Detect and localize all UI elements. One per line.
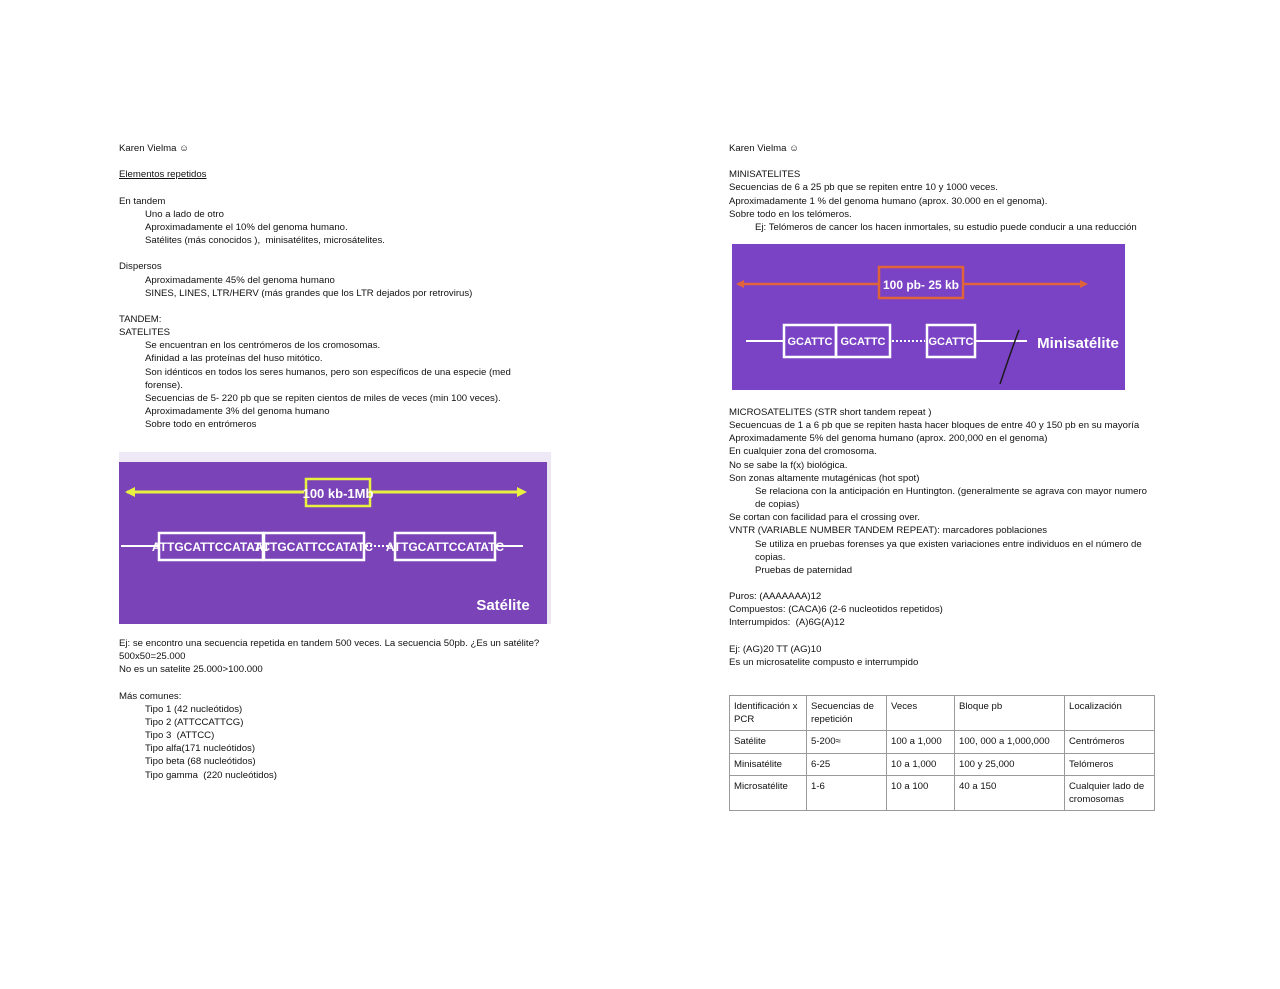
table-row: [730, 753, 1155, 775]
table-cell: 1-6: [807, 775, 887, 810]
dispersos-label: Dispersos: [119, 261, 162, 273]
micro-line: No se sabe la f(x) biológica.: [729, 459, 848, 471]
crossing-line: Se cortan con facilidad para el crossing over.: [729, 512, 920, 524]
example-line: No es un satelite 25.000>100.000: [119, 664, 263, 676]
author-name: Karen Vielma ☺: [119, 143, 189, 154]
type-line: Puros: (AAAAAAA)12: [729, 591, 822, 603]
sat-repeat-unit: ATTGCATTCCATATC: [254, 540, 374, 554]
comunes-item: Tipo 2 (ATTCCATTCG): [145, 716, 244, 728]
table-header-cell: Identificación x PCR: [730, 696, 807, 731]
table-cell: Minisatélite: [730, 753, 807, 775]
tandem-label: En tandem: [119, 195, 166, 207]
comunes-label: Más comunes:: [119, 690, 182, 702]
satellite-diagram: [119, 452, 551, 624]
sat-repeat-unit: ATTGCATTCCATATC: [385, 540, 505, 554]
mini-size-label: 100 pb- 25 kb: [882, 278, 960, 292]
vntr-item: copias.: [755, 551, 786, 563]
table-header-cell: Bloque pb: [955, 696, 1065, 731]
satelites-item: Aproximadamente 3% del genoma humano: [145, 406, 330, 418]
satelites-item: Afinidad a las proteínas del huso mitótico.: [145, 353, 323, 365]
table-cell: Microsatélite: [730, 775, 807, 810]
mini-repeat-unit: GCATTC: [787, 336, 833, 348]
table-header-row: [730, 696, 1155, 731]
mini-line: MINISATELITES: [729, 169, 801, 181]
table-row: [730, 775, 1155, 810]
minisatellite-diagram: [732, 244, 1125, 390]
mini-example: Ej: Telómeros de cancer los hacen inmortales, su estudio puede conducir a una reducción: [755, 221, 1137, 233]
table-cell: Centrómeros: [1065, 731, 1155, 753]
mini-repeat-unit: GCATTC: [928, 336, 974, 348]
table-cell: 10 a 100: [887, 775, 955, 810]
type-line: Interrumpidos: (A)6G(A)12: [729, 617, 845, 629]
tandem-caps: TANDEM:: [119, 313, 162, 325]
micro-line: Secuencuas de 1 a 6 pb que se repiten hasta hacer bloques de entre 40 y 150 pb en su mayoría: [729, 420, 1140, 432]
comunes-item: Tipo alfa(171 nucleótidos): [145, 743, 256, 755]
comunes-item: Tipo beta (68 nucleótidos): [145, 756, 256, 768]
table-cell: 100 y 25,000: [955, 753, 1065, 775]
example-line: Es un microsatelite compusto e interrumpido: [729, 656, 919, 668]
huntington-line: Se relaciona con la anticipación en Huntington. (generalmente se agrava con mayor numero: [755, 485, 1147, 497]
table-cell: Telómeros: [1065, 753, 1155, 775]
example-line: Ej: se encontro una secuencia repetida en tandem 500 veces. La secuencia 50pb. ¿Es un satélite?: [119, 638, 540, 649]
mini-line: Sobre todo en los telómeros.: [729, 208, 852, 220]
tandem-item: Uno a lado de otro: [145, 208, 224, 220]
satelites-item: Se encuentran en los centrómeros de los cromosomas.: [145, 340, 381, 352]
dispersos-item: SINES, LINES, LTR/HERV (más grandes que los LTR dejados por retrovirus): [145, 287, 473, 299]
sat-caption: Satélite: [476, 597, 530, 614]
minisatellite-diagram-photo: [732, 244, 1125, 390]
table-cell: Cualquier lado de cromosomas: [1065, 775, 1155, 810]
satelites-label: SATELITES: [119, 327, 171, 339]
micro-line: MICROSATELITES (STR short tandem repeat ): [729, 407, 932, 418]
table-header-cell: Veces: [887, 696, 955, 731]
comunes-item: Tipo 3 (ATTCC): [145, 730, 215, 742]
vntr-line: VNTR (VARIABLE NUMBER TANDEM REPEAT): marcadores poblaciones: [729, 525, 1048, 537]
mini-line: Aproximadamente 1 % del genoma humano (aprox. 30.000 en el genoma).: [729, 195, 1048, 207]
satellite-diagram-photo: [119, 452, 551, 624]
table-row: [730, 731, 1155, 753]
huntington-line: de copias): [755, 499, 800, 511]
sat-size-label: 100 kb-1Mb: [302, 486, 374, 501]
micro-line: Son zonas altamente mutagénicas (hot spot): [729, 472, 920, 484]
example-line: 500x50=25.000: [119, 651, 186, 663]
table-header-cell: Secuencias de repetición: [807, 696, 887, 731]
comunes-item: Tipo 1 (42 nucleótidos): [145, 703, 243, 715]
table-cell: 100, 000 a 1,000,000: [955, 731, 1065, 753]
mini-caption: Minisatélite: [1037, 335, 1119, 352]
table-cell: 100 a 1,000: [887, 731, 955, 753]
example-line: Ej: (AG)20 TT (AG)10: [729, 643, 822, 655]
satelites-item: Sobre todo en entrómeros: [145, 419, 257, 431]
author-name: Karen Vielma ☺: [729, 143, 799, 154]
dispersos-item: Aproximadamente 45% del genoma humano: [145, 274, 335, 286]
tandem-item: Aproximadamente el 10% del genoma humano.: [145, 221, 348, 233]
comunes-item: Tipo gamma (220 nucleótidos): [145, 769, 277, 781]
satelites-item: Secuencias de 5- 220 pb que se repiten cientos de miles de veces (min 100 veces).: [145, 392, 501, 404]
section-heading: Elementos repetidos: [119, 169, 207, 181]
table-header-cell: Localización: [1065, 696, 1155, 731]
vntr-item: Se utiliza en pruebas forenses ya que existen variaciones entre individuos en el número de: [755, 538, 1142, 550]
tandem-item: Satélites (más conocidos ), minisatélites, microsátelites.: [145, 235, 385, 247]
mini-repeat-unit: GCATTC: [840, 336, 886, 348]
table-cell: Satélite: [730, 731, 807, 753]
type-line: Compuestos: (CACA)6 (2-6 nucleotidos repetidos): [729, 604, 943, 616]
repeat-summary-table: [729, 695, 1155, 811]
table-cell: 5-200≈: [807, 731, 887, 753]
table-cell: 6-25: [807, 753, 887, 775]
satelites-item: Son idénticos en todos los seres humanos, pero son específicos de una especie (med: [145, 366, 511, 378]
micro-line: En cualquier zona del cromosoma.: [729, 446, 877, 458]
vntr-item: Pruebas de paternidad: [755, 564, 853, 576]
satelites-item: forense).: [145, 379, 183, 391]
table-cell: 10 a 1,000: [887, 753, 955, 775]
sat-repeat-unit: ATTGCATTCCATATC: [151, 540, 271, 554]
table-cell: 40 a 150: [955, 775, 1065, 810]
mini-line: Secuencias de 6 a 25 pb que se repiten entre 10 y 1000 veces.: [729, 182, 998, 194]
micro-line: Aproximadamente 5% del genoma humano (aprox. 200,000 en el genoma): [729, 433, 1048, 445]
